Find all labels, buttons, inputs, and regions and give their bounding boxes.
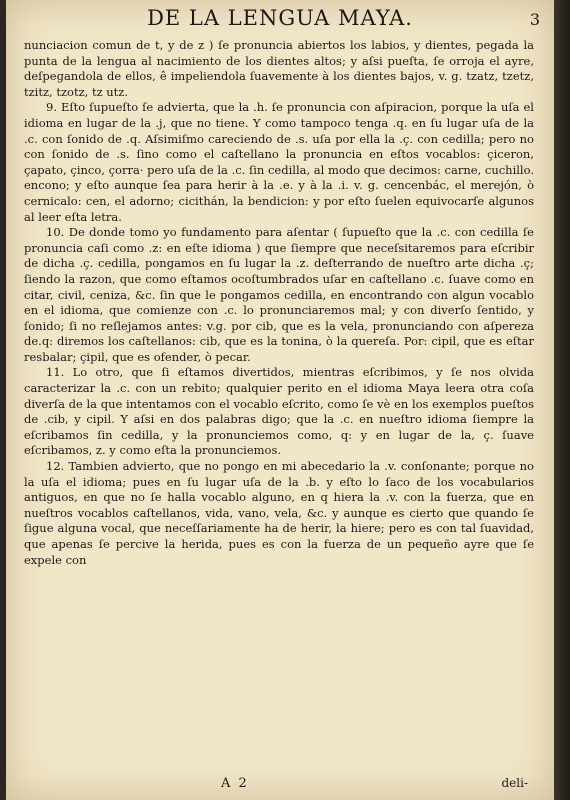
paragraph-11: 11. Lo otro, que ſi eſtamos divertidos, mientras eſcribimos, y ſe nos olvida caracterizar la .c. con un rebito; qualquier perito en el idioma Maya leera otra coſa diverſa de la que intentamos con el vocablo eſcrito, como ſe vè en los exemplos pueſtos de .cib, y cipil. Y aſsi en dos palabras digo; que la .c. en nueſtro idioma ſiempre la eſcribamos ſin cedilla, y la pronunciemos como, q: y en lugar de la, ç. ſuave eſcribamos, z. y como eſta la pronunciemos. xyxy=(24,365,534,458)
paragraph-10: 10. De donde tomo yo fundamento para aſentar ( ſupueſto que la .c. con cedilla ſe pronuncia caſi como .z: en eſte idioma ) que ſiempre que neceſsitaremos para eſcribir de dicha .ç. cedilla, pongamos en ſu lugar la .z. deſterrando de nueſtro arte dicha .ç; ſiendo la razon, que como eſtamos ocoſtumbrados uſar en caſtellano .c. ſuave como en citar, civil, ceniza, &c. ſin que le pongamos cedilla, en encontrando con algun vocablo en el idioma, que comienze con .c. lo pronunciaremos mal; y con diverſo ſentido, y ſonido; ſi no reſlejamos antes: v.g. por cib, que es la vela, pronunciando con aſpereza de.q: diremos los caſtellanos: cib, que es la tonina, ò la quereſa. Por: cipil, que es eſtar resbalar; çipil, que es ofender, ò pecar. xyxy=(24,225,534,364)
paragraph-12: 12. Tambien advierto, que no pongo en mi abecedario la .v. conſonante; porque no la uſa el idioma; pues en ſu lugar uſa de la .b. y eſto lo ſaco de los vocabularios antiguos, en que no ſe halla vocablo alguno, en q hiera la .v. con la fuerza, que en nueſtros vocablos caſtellanos, vida, vano, vela, &c. y aunque es cierto que quando ſe ſigue alguna vocal, que neceſſariamente ha de herir, la hiere; pero es con tal ſuavidad, que apenas ſe percive la herida, pues es con la fuerza de un pequeño ayre que ſe expele con xyxy=(24,459,534,567)
book-edge xyxy=(554,0,570,800)
body-text xyxy=(24,38,534,568)
book-page xyxy=(6,0,554,800)
page-number: 3 xyxy=(529,10,540,29)
catchword: deli- xyxy=(501,776,528,790)
paragraph-9: 9. Eſto ſupueſto ſe advierta, que la .h. ſe pronuncia con aſpiracion, porque la uſa el idioma en lugar de la .j, que no tiene. Y como tampoco tenga .q. en ſu lugar uſa de la .c. con ſonido de .q. Aſsimiſmo careciendo de .s. uſa por ella la .ç. con cedilla; pero no con ſonido de .s. ſino como el caſtellano la pronuncia en eſtos vocablos: çiceron, çapato, çinco, çorra· pero uſa de la .c. ſin cedilla, al modo que decimos: carne, cuchillo. encono; y eſto aunque ſea para herir à la .e. y à la .i. v. g. cencenbác, el merejón, ò cernicalo: cen, el adorno; cicithán, la bendicion: y por eſto ſuelen equivocarſe algunos al leer eſta letra. xyxy=(24,100,534,224)
signature-mark: A 2 xyxy=(221,776,249,791)
running-title: DE LA LENGUA MAYA. xyxy=(147,6,413,30)
paragraph-continuation: nunciacion comun de t, y de z ) ſe pronuncia abiertos los labios, y dientes, pegada la punta de la lengua al nacimiento de los dientes altos; y aſsi pueſta, ſe orroja el ayre, deſpegandola de ellos, ê impeliendola ſuavemente à los dientes bajos, v. g. tzatz, tzetz, tzitz, tzotz, tz utz. xyxy=(24,38,534,99)
